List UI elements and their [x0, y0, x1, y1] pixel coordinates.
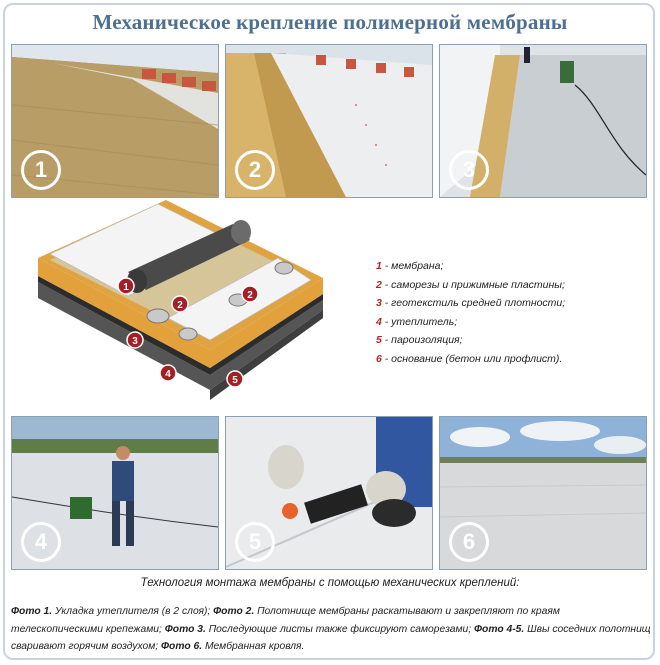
diagram-marker-label: 3	[132, 336, 138, 347]
photo-number-badge: 5	[235, 522, 275, 562]
photo-number-badge: 1	[21, 150, 61, 190]
photo-4-welding-machine	[11, 416, 219, 570]
diagram-marker-label: 1	[123, 282, 129, 293]
legend-item: 2 - саморезы и прижимные пластины;	[376, 278, 565, 291]
legend-item: 6 - основание (бетон или профлист).	[376, 352, 563, 365]
roof-layers-diagram	[28, 200, 338, 405]
caption-label: Фото 4-5.	[474, 623, 525, 635]
caption-label: Фото 2.	[213, 606, 255, 617]
photo-number-badge: 3	[449, 150, 489, 190]
legend-item: 1 - мембрана;	[376, 260, 444, 272]
diagram-marker-label: 2	[177, 300, 183, 311]
photo-1-insulation	[11, 44, 219, 198]
legend-item: 3 - геотекстиль средней плотности;	[376, 297, 566, 309]
caption-body: Фото 1. Укладка утеплителя (в 2 слоя); Фото 2. Полотнище мембраны раскатывают и закрепляют по краям телескопическими крепежами; Фото 3. Последующие листы также фиксируют саморезами; Фото 4-5. Швы соседних полотнищ сваривают горячим воздухом; Фото 6. Мембранная кровля.	[11, 606, 651, 652]
photo-2-membrane-rolled	[225, 44, 433, 198]
legend-item: 4 - утеплитель;	[376, 315, 458, 328]
diagram-marker-label: 2	[247, 290, 253, 301]
photo-number-badge: 2	[235, 150, 275, 190]
photo-3-membrane-fixing	[439, 44, 647, 198]
photo-number-badge: 4	[21, 522, 61, 562]
caption-heading: Технология монтажа мембраны с помощью механических креплений:	[140, 577, 520, 589]
page-title: Механическое крепление полимерной мембраны	[92, 10, 568, 34]
photo-5-seam-welding	[225, 416, 433, 570]
caption-label: Фото 6.	[161, 641, 203, 652]
legend-item: 5 - пароизоляция;	[376, 334, 463, 346]
photo-6-membrane-roof	[439, 416, 647, 570]
caption-label: Фото 3.	[164, 623, 206, 635]
diagram-marker-label: 5	[232, 375, 238, 386]
layers-legend	[376, 257, 565, 368]
caption-label: Фото 1.	[11, 606, 53, 617]
photo-number-badge: 6	[449, 522, 489, 562]
diagram-marker-label: 4	[165, 369, 171, 380]
